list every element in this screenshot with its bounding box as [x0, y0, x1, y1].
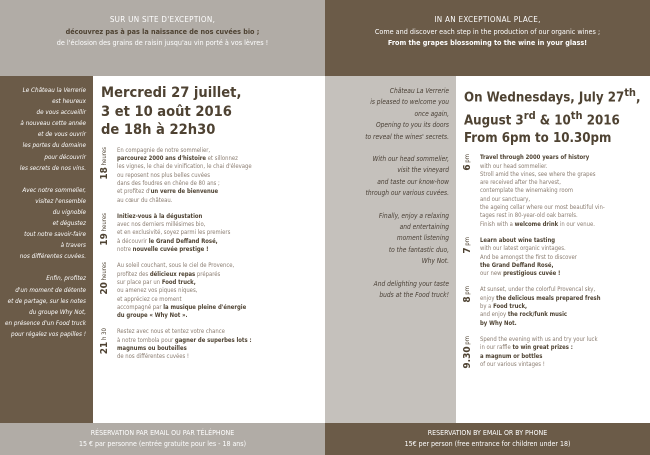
fr-body-text: à découvrir — [117, 238, 149, 245]
fr-sidebar-line: Le Château la Verrerie — [22, 87, 86, 94]
en-highlight-text: welcome drink — [514, 221, 559, 228]
french-reservation-title: RÉSERVATION PAR EMAIL OU PAR TÉLÉPHONE — [90, 429, 235, 437]
en-sidebar-line: visit the vineyard — [397, 166, 449, 175]
english-panel — [325, 0, 650, 455]
fr-sidebar-line: est heureux — [52, 98, 86, 106]
fr-time-unit: heures — [101, 212, 108, 232]
english-date-a: On Wednesdays, July 27 — [464, 90, 625, 106]
fr-body-text: En compagnie de notre sommelier, — [117, 147, 211, 154]
fr-time-unit: heures — [101, 146, 108, 166]
fr-schedule-item — [99, 262, 325, 320]
en-sidebar-paragraph — [329, 86, 449, 143]
fr-time-value: 21 — [99, 342, 110, 355]
french-price: 15 € par personne (entrée gratuite pour les - 18 ans) — [78, 439, 247, 448]
fr-sidebar-line: à nouveau cette année — [20, 120, 86, 128]
fr-body-text: et sillonnez — [205, 156, 238, 163]
fr-sidebar-line: d'un moment de détente — [15, 286, 86, 294]
en-highlight-text: to win great prizes : — [512, 345, 573, 352]
en-sidebar-paragraph — [329, 211, 449, 268]
fr-body-text: au cœur du château. — [117, 197, 173, 204]
fr-body-text: profitez des — [117, 271, 150, 278]
fr-body-text: à notre tombola pour — [117, 337, 175, 344]
french-header — [0, 0, 325, 76]
english-reservation-title: RESERVATION BY EMAIL OR BY PHONE — [427, 429, 548, 437]
en-sidebar-line: And delighting your taste — [373, 279, 449, 288]
french-date-line-3: de 18h à 22h30 — [101, 121, 216, 139]
fr-sidebar-line: du groupe Why Not, — [29, 308, 86, 316]
fr-time-label — [99, 262, 113, 295]
en-time-unit: pm — [464, 154, 471, 163]
english-date-b2: & 10 — [535, 113, 571, 129]
fr-time-value: 20 — [99, 282, 110, 295]
en-time-value: 6 — [462, 164, 473, 171]
en-sidebar-line: through our various cuvées. — [365, 189, 449, 198]
en-body-text: And be amongst the first to discover — [480, 254, 577, 261]
en-sidebar-paragraph — [329, 279, 449, 302]
fr-body-text: dans des foudres en chêne de 80 ans ; — [117, 180, 220, 187]
fr-sidebar-line: pour découvrir — [44, 153, 86, 161]
en-body-text: Finish with a — [480, 221, 515, 228]
english-header — [325, 0, 650, 76]
en-sidebar-line: With our head sommelier, — [372, 155, 449, 164]
fr-highlight-text: magnums ou bouteilles — [117, 346, 187, 353]
fr-time-unit: heures — [101, 262, 108, 281]
fr-sidebar-line: Enfin, profitez — [46, 275, 86, 283]
en-body-text: in our raffle — [480, 345, 513, 352]
en-highlight-text: the delicious meals prepared fresh — [496, 295, 601, 302]
en-body-text: and enjoy — [480, 312, 508, 319]
english-date-a-sup: th — [624, 86, 636, 99]
english-date-b2-sup: th — [570, 108, 583, 122]
fr-highlight-text: nouvelle cuvée prestige ! — [132, 247, 209, 254]
fr-schedule-text — [113, 262, 325, 320]
fr-sidebar-line: les secrets de nos vins. — [19, 164, 86, 172]
fr-body-text: ou reposent nos plus belles cuvées — [117, 172, 210, 179]
fr-body-text: ou amenez vos piques niques, — [117, 288, 198, 295]
english-date-b-sup: rd — [523, 108, 536, 122]
english-header-line-1: IN AN EXCEPTIONAL PLACE, — [434, 15, 541, 24]
en-body-text: with our head sommelier. — [480, 163, 548, 170]
fr-time-value: 18 — [99, 166, 110, 180]
en-schedule-text — [476, 237, 650, 278]
fr-schedule-item — [99, 328, 325, 361]
fr-highlight-text: gagner de superbes lots : — [174, 337, 252, 344]
en-schedule-text — [476, 336, 650, 369]
fr-highlight-text: du groupe « Why Not ». — [117, 313, 188, 320]
en-time-label — [462, 286, 476, 303]
en-sidebar-line: moment listening — [396, 234, 449, 243]
en-sidebar-line: Finally, enjoy a relaxing — [378, 211, 449, 220]
en-schedule-item — [462, 336, 650, 369]
en-sidebar-line: Château La Verrerie — [389, 87, 449, 95]
english-schedule — [462, 154, 650, 369]
english-header-line-3: From the grapes blossoming to the wine in your glass! — [387, 38, 588, 47]
fr-time-label — [99, 147, 113, 180]
fr-schedule-text — [113, 328, 325, 361]
en-body-text: enjoy — [480, 295, 497, 302]
fr-body-text: Au soleil couchant, sous le ciel de Provence, — [117, 263, 235, 270]
fr-sidebar-line: du vignoble — [52, 208, 86, 216]
en-body-text: the ageing cellar where our most beautiful vin- — [480, 205, 605, 212]
fr-time-label — [99, 328, 113, 354]
en-time-value: 9.30 — [462, 346, 473, 369]
fr-sidebar-line: pour régalez vos papilles ! — [11, 330, 86, 338]
en-highlight-text: by Why Not. — [480, 320, 517, 327]
fr-sidebar-line: et dégustez — [52, 220, 86, 228]
fr-highlight-text: parcourez 2000 ans d'histoire — [117, 156, 206, 163]
fr-sidebar-line: nos différentes cuvées. — [19, 253, 86, 261]
en-highlight-text: the Grand Deffand Rosé, — [480, 262, 554, 269]
en-time-label — [462, 237, 476, 254]
en-sidebar-line: is pleased to welcome you — [370, 98, 449, 107]
fr-sidebar-line: de vous accueillir — [36, 109, 86, 117]
en-highlight-text: a magnum or bottles — [480, 353, 543, 360]
fr-highlight-text: la musique pleine d'énergie — [163, 304, 247, 311]
en-body-text: At sunset, under the colorful Provencal sky, — [480, 287, 596, 294]
en-schedule-item — [462, 286, 650, 327]
en-sidebar-line: and entertaining — [399, 223, 449, 232]
en-body-text: of our various vintages ! — [480, 361, 545, 368]
fr-sidebar-line: et de partage, sur les notes — [7, 297, 86, 305]
fr-body-text: de nos différentes cuvées ! — [117, 354, 190, 361]
en-sidebar-line: to the fantastic duo, — [388, 245, 449, 254]
french-footer — [0, 423, 325, 455]
en-sidebar-line: Why Not. — [421, 257, 449, 266]
fr-sidebar-line: et de vous ouvrir — [37, 131, 86, 139]
en-sidebar-line: buds at the Food truck! — [379, 291, 449, 300]
fr-sidebar-line: à travers — [60, 242, 86, 250]
fr-highlight-text: Food truck, — [161, 279, 196, 286]
french-header-line-3: de l'éclosion des grains de raisin jusqu'au vin porté à vos lèvres ! — [56, 38, 269, 47]
en-highlight-text: Travel through 2000 years of history — [480, 155, 590, 162]
en-body-text: Spend the evening with us and try your luck — [480, 336, 598, 343]
en-body-text: and our sanctuary, — [480, 196, 531, 203]
fr-highlight-text: le Grand Deffand Rosé, — [148, 238, 218, 245]
fr-time-label — [99, 213, 113, 246]
english-dates — [462, 76, 650, 147]
en-body-text: are received after the harvest, — [480, 180, 561, 187]
en-sidebar-line: and taste our know-how — [377, 177, 449, 186]
french-intro-sidebar — [0, 76, 93, 423]
fr-schedule-item — [99, 213, 325, 254]
english-header-line-2: Come and discover each step in the production of our organic wines ; — [374, 26, 601, 36]
fr-body-text: Restez avec nous et tentez votre chance — [117, 329, 225, 336]
en-highlight-text: Learn about wine tasting — [480, 237, 556, 244]
english-date-line-3: From 6pm to 10.30pm — [464, 130, 612, 146]
en-sidebar-line: once again, — [414, 109, 449, 118]
en-body-text: our new — [480, 271, 504, 278]
en-body-text: tages rest in 80-year-old oak barrels. — [480, 213, 578, 220]
fr-schedule-text — [113, 147, 325, 205]
english-date-b3: 2016 — [582, 113, 620, 129]
english-footer — [325, 423, 650, 455]
english-date-b: August 3 — [464, 113, 524, 129]
en-highlight-text: the rock/funk music — [507, 312, 568, 319]
french-schedule — [99, 147, 325, 362]
en-schedule-item — [462, 237, 650, 278]
en-time-unit: pm — [464, 286, 471, 296]
fr-body-text: sur place par un — [117, 279, 162, 286]
fr-time-value: 19 — [99, 232, 110, 246]
en-body-text: Stroll amid the vines, see where the grapes — [480, 171, 596, 178]
fr-sidebar-line: tout notre savoir-faire — [24, 231, 86, 239]
en-time-value: 7 — [462, 247, 473, 254]
fr-body-text: les vignes, le chai de vinification, le chai d'élevage — [117, 164, 252, 171]
fr-sidebar-paragraph — [4, 273, 86, 340]
fr-highlight-text: Initiez-vous à la dégustation — [117, 213, 203, 220]
fr-schedule-item — [99, 147, 325, 205]
fr-time-unit: h 30 — [101, 328, 108, 341]
en-time-label — [462, 154, 476, 171]
en-body-text: in our venue. — [558, 221, 595, 228]
fr-body-text: et en exclusivité, soyez parmi les premiers — [117, 230, 231, 237]
fr-body-text: accompagné par — [117, 304, 164, 311]
fr-body-text: avec nos derniers millésimes bio, — [117, 222, 206, 229]
english-date-line-1: On Wednesdays, July 27th, — [464, 86, 641, 106]
english-price: 15€ per person (free entrance for children under 18) — [404, 439, 571, 448]
en-body-text: by a — [480, 304, 494, 311]
fr-body-text: préparés — [195, 271, 221, 278]
fr-sidebar-line: en présence d'un Food truck — [5, 319, 86, 327]
fr-sidebar-paragraph — [4, 185, 86, 263]
french-header-line-1: SUR UN SITE D'EXCEPTION, — [109, 15, 216, 24]
fr-body-text: notre — [117, 247, 133, 254]
en-sidebar-line: to reveal the wines' secrets. — [365, 132, 449, 141]
fr-highlight-text: délicieux repas — [149, 271, 196, 278]
fr-body-text: et appréciez ce moment — [117, 296, 182, 303]
fr-sidebar-line: les portes du domaine — [22, 142, 86, 150]
en-time-label — [462, 336, 476, 369]
french-main — [93, 76, 325, 423]
en-time-value: 8 — [462, 296, 473, 304]
en-sidebar-line: Opening to you its doors — [375, 121, 449, 130]
en-time-unit: pm — [464, 335, 471, 345]
en-sidebar-paragraph — [329, 154, 449, 200]
fr-sidebar-line: Avec notre sommelier, — [22, 186, 86, 194]
english-intro-sidebar — [325, 76, 456, 423]
fr-body-text: et profitez d' — [117, 189, 151, 196]
french-date-line-1: Mercredi 27 juillet, — [101, 84, 242, 101]
fr-sidebar-line: visitez l'ensemble — [35, 197, 86, 205]
french-date-line-2: 3 et 10 août 2016 — [101, 102, 232, 120]
en-highlight-text: Food truck, — [493, 304, 528, 311]
french-header-line-2: découvrez pas à pas la naissance de nos cuvées bio ; — [65, 26, 260, 36]
en-schedule-text — [476, 286, 650, 327]
en-schedule-item — [462, 154, 650, 229]
fr-schedule-text — [113, 213, 325, 254]
en-body-text: contemplate the winemaking room — [480, 188, 573, 195]
en-schedule-text — [476, 154, 650, 229]
english-date-line-2 — [464, 107, 650, 130]
en-highlight-text: prestigious cuvée ! — [503, 271, 561, 278]
en-time-unit: pm — [464, 236, 471, 246]
en-body-text: with our latest organic vintages. — [480, 246, 566, 253]
fr-sidebar-paragraph — [4, 85, 86, 174]
fr-highlight-text: un verre de bienvenue — [150, 189, 219, 196]
french-dates — [99, 76, 325, 140]
english-main — [456, 76, 650, 423]
